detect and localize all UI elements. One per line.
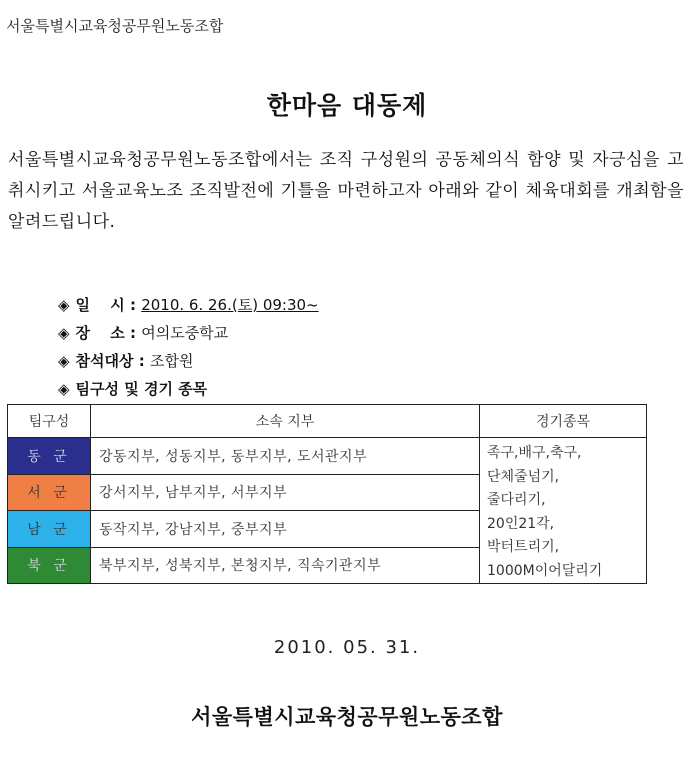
members-cell: 강동지부, 성동지부, 동부지부, 도서관지부 [91,438,480,475]
event-item: 단체줄넘기, [487,468,560,485]
detail-place [58,322,228,343]
detail-participants-value: 조합원 [149,352,194,370]
members-cell: 강서지부, 남부지부, 서부지부 [91,474,480,511]
detail-date-value: 2010. 6. 26.(토) 09:30~ [141,296,319,314]
team-cell: 동 군 [8,438,91,475]
detail-participants-label: 참석대상 : [75,352,145,370]
intro-paragraph: 서울특별시교육청공무원노동조합에서는 조직 구성원의 공동체의식 함양 및 자긍심을 고취시키고 서울교육노조 조직발전에 기틀을 마련하고자 아래와 같이 체육대회를 개최함을 알려드립니다. [8,150,684,232]
detail-teams-heading-label: 팀구성 및 경기 종목 [75,380,208,398]
header-members: 소속 지부 [91,405,480,438]
document-title: 한마음 대동제 [266,91,428,120]
event-item: 20인21각, [487,515,555,532]
document-date: 2010. 05. 31. [273,637,421,658]
event-item: 줄다리기, [487,492,546,508]
members-cell: 북부지부, 성북지부, 본청지부, 직속기관지부 [91,547,480,584]
team-cell: 북 군 [8,547,91,584]
header-events: 경기종목 [480,405,647,438]
team-cell: 서 군 [8,474,91,511]
detail-place-value: 여의도중학교 [141,324,229,342]
members-cell: 동작지부, 강남지부, 중부지부 [91,511,480,548]
diamond-bullet-icon: ◈ [58,296,70,314]
teams-table [7,404,647,584]
organization-header: 서울특별시교육청공무원노동조합 [6,17,224,35]
team-cell: 남 군 [8,511,91,548]
table-header-row [8,405,647,438]
event-item: 족구,배구,축구, [487,445,582,461]
event-item: 박터트리기, [487,539,560,555]
detail-teams-heading [58,378,207,399]
table-row [8,438,647,475]
events-cell [480,438,647,584]
detail-participants [58,350,193,371]
diamond-bullet-icon: ◈ [58,352,70,370]
organization-footer: 서울특별시교육청공무원노동조합 [191,705,503,729]
event-item: 1000M이어달리기 [487,562,603,579]
header-team: 팀구성 [8,405,91,438]
diamond-bullet-icon: ◈ [58,380,70,398]
diamond-bullet-icon: ◈ [58,324,70,342]
detail-date-label: 일 시 : [75,296,136,314]
detail-place-label: 장 소 : [75,324,136,342]
detail-date [58,294,319,315]
